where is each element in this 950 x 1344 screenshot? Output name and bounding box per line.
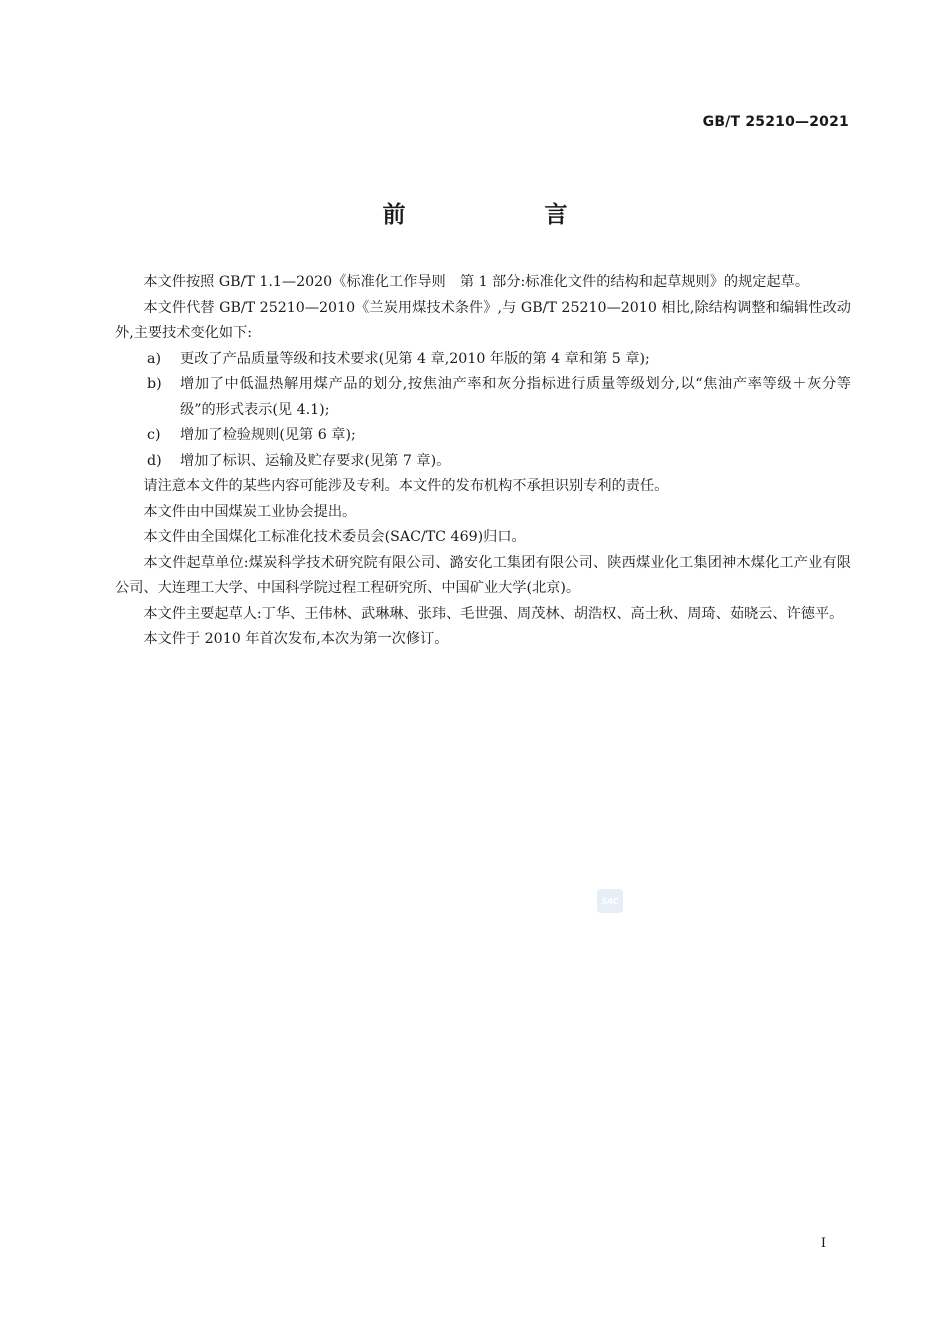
page-number: I xyxy=(820,1236,826,1251)
change-item-b xyxy=(115,372,851,423)
change-item-c xyxy=(115,423,851,449)
paragraph-drafting-units: 本文件起草单位:煤炭科学技术研究院有限公司、潞安化工集团有限公司、陕西煤业化工集团神木煤化工产业有限公司、大连理工大学、中国科学院过程工程研究所、中国矿业大学(北京)。 xyxy=(115,554,851,596)
page-title: 前 言 xyxy=(382,202,626,228)
paragraph-drafters: 本文件主要起草人:丁华、王伟林、武琳琳、张玮、毛世强、周茂林、胡浩权、高士秋、周琦、茹晓云、许德平。 xyxy=(143,605,844,622)
change-marker: a) xyxy=(147,350,161,367)
paragraph-history: 本文件于 2010 年首次发布,本次为第一次修订。 xyxy=(143,631,449,647)
paragraph-committee: 本文件由全国煤化工标准化技术委员会(SAC/TC 469)归口。 xyxy=(143,529,526,545)
paragraph-replacement: 本文件代替 GB/T 25210—2010《兰炭用煤技术条件》,与 GB/T 25210—2010 相比,除结构调整和编辑性改动外,主要技术变化如下: xyxy=(115,299,851,341)
change-marker: c) xyxy=(147,427,161,443)
change-marker: b) xyxy=(147,376,162,392)
change-marker: d) xyxy=(147,452,162,469)
change-item-d xyxy=(115,449,851,475)
paragraph-drafting-rules: 本文件按照 GB/T 1.1—2020《标准化工作导则 第 1 部分:标准化文件的结构和起草规则》的规定起草。 xyxy=(143,274,810,290)
sac-watermark-logo: SAC xyxy=(597,889,623,913)
foreword-body xyxy=(115,270,851,653)
paragraph-patent-notice: 请注意本文件的某些内容可能涉及专利。本文件的发布机构不承担识别专利的责任。 xyxy=(143,478,669,494)
change-text: 更改了产品质量等级和技术要求(见第 4 章,2010 年版的第 4 章和第 5 章); xyxy=(180,350,650,367)
change-text: 增加了中低温热解用煤产品的划分,按焦油产率和灰分指标进行质量等级划分,以“焦油产率等级＋灰分等级”的形式表示(见 4.1); xyxy=(180,376,851,418)
paragraph-proposer: 本文件由中国煤炭工业协会提出。 xyxy=(143,503,357,520)
change-item-a xyxy=(115,347,851,373)
standard-code: GB/T 25210—2021 xyxy=(702,114,849,130)
change-text: 增加了标识、运输及贮存要求(见第 7 章)。 xyxy=(180,452,451,469)
change-text: 增加了检验规则(见第 6 章); xyxy=(180,427,356,443)
